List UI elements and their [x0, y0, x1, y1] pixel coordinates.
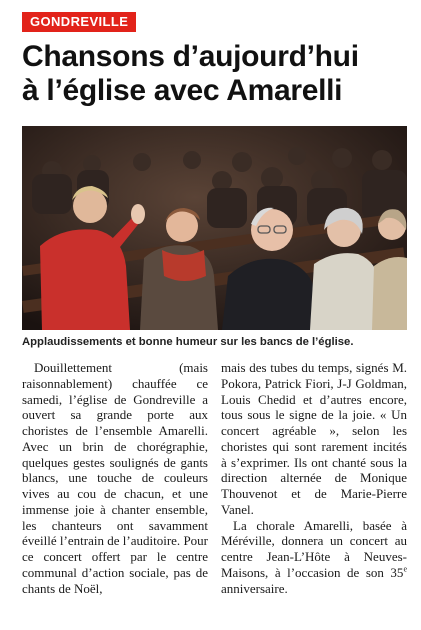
paragraph-2-end: anniversaire.	[221, 580, 288, 596]
section-tag: GONDREVILLE	[22, 12, 136, 32]
headline-line-2: à l’église avec Amarelli	[22, 74, 343, 107]
photo-caption: Applaudissements et bonne humeur sur les bancs de l’église.	[22, 336, 354, 348]
paragraph-2-text: La chorale Amarelli, basée à Méréville, donnera un concert au centre Jean-L’Hôte à Neuves-Maisons, à l’occasion de son 35	[221, 517, 407, 580]
article-column-right	[221, 360, 407, 596]
church-audience-illustration	[22, 126, 407, 330]
article-paragraph-1: Douillettement (mais raisonnablement) chauffée ce samedi, l’église de Gondreville a ouvert sa grande porte aux choristes de l’ensemble Amarelli. Avec un brin de chorégraphie, quelques gestes soulignés de gants blancs, une touche de couleurs vives au cou de chacun, et une immense joie à chanter ensemble, les chanteurs ont savamment éveillé l’entrain de l’auditoire. Pour ce concert offert par le centre communal d’action sociale, pas de chants de Noël,	[22, 360, 208, 596]
article-photo	[22, 126, 407, 330]
article-paragraph-2	[221, 518, 407, 597]
headline-line-1: Chansons d’aujourd’hui	[22, 40, 359, 73]
headline	[22, 40, 412, 108]
article-column-left	[22, 360, 208, 596]
ordinal-superscript: e	[403, 564, 407, 574]
article-paragraph-1-continued: mais des tubes du temps, signés M. Pokora, Patrick Fiori, J-J Goldman, Louis Chedid et d’autres encore, tous sous le signe de la joie. « Un concert agréable », selon les choristes qui sont rarement incités à s’exprimer. Ils ont chanté sous la direction alternée de Monique Thouvenot et de Marie-Pierre Vanel.	[221, 360, 407, 517]
